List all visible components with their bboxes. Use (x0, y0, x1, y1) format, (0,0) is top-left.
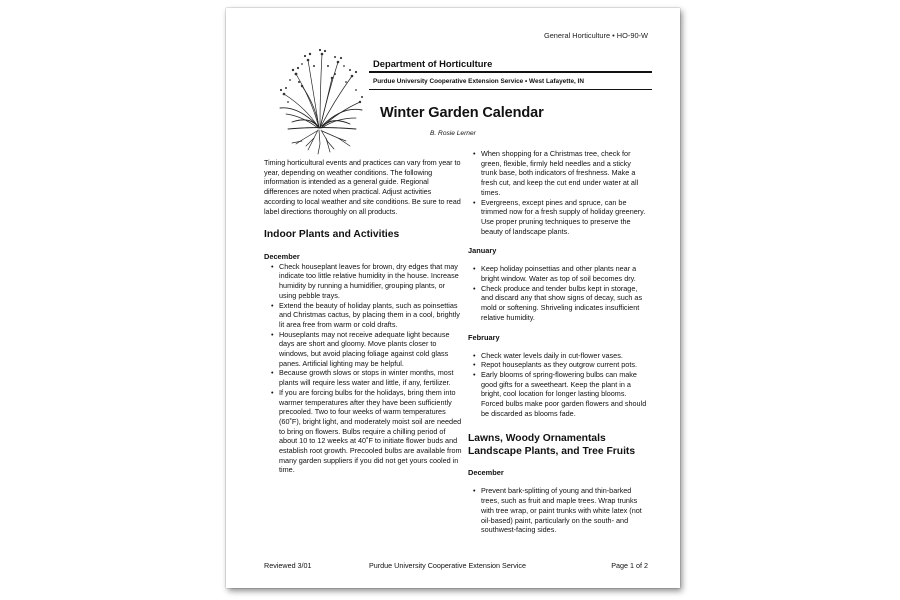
section-heading-lawns: Lawns, Woody Ornamentals Landscape Plants, and Tree Fruits (468, 433, 636, 457)
list-item: • Check water levels daily in cut-flower vases. (468, 351, 648, 361)
list-item: • Houseplants may not receive adequate light because days are short and gloomy. Move plants closer to windows, but avoid placing foliage against cold glass panes. Artificial lighting may be helpful. (264, 330, 462, 369)
list-item: • Repot houseplants as they outgrow current pots. (468, 360, 648, 370)
month-heading-january: January (468, 246, 497, 256)
list-item: • Evergreens, except pines and spruce, can be trimmed now for a fresh supply of holiday greenery. Use proper pruning techniques to preserve the beauty of landscape plants. (468, 198, 648, 237)
left-column (264, 158, 462, 475)
header-rule (369, 71, 652, 73)
list-item: • Check produce and tender bulbs kept in storage, and discard any that show signs of decay, such as mold or softening. Shriveling indicates insufficient relative humidity. (468, 284, 648, 323)
document-page (226, 8, 680, 588)
month-heading-february: February (468, 332, 500, 342)
month-heading-december: December (264, 251, 300, 261)
plant-illustration-icon (272, 46, 368, 156)
header-rule-thin (369, 89, 652, 90)
december-indoor-list-continued (468, 149, 648, 236)
january-list (468, 264, 648, 322)
month-heading-december: December (468, 468, 504, 478)
reviewed-date: Reviewed 3/01 (264, 561, 312, 570)
list-item: • When shopping for a Christmas tree, check for green, flexible, firmly held needles and a sticky trunk base, both indicators of freshness. Make a fresh cut, and keep the cut end under water at all times. (468, 149, 648, 198)
list-item: • Because growth slows or stops in winter months, most plants will require less water and little, if any, fertilizer. (264, 368, 462, 387)
publication-code: General Horticulture • HO-90-W (543, 31, 648, 40)
list-item: • Extend the beauty of holiday plants, such as poinsettias and Christmas cactus, by placing them in a cool, brightly lit area free from warm or cold drafts. (264, 301, 462, 330)
section-heading-indoor: Indoor Plants and Activities (264, 229, 400, 241)
december-indoor-list (264, 262, 462, 475)
footer-org: Purdue University Cooperative Extension Service (369, 561, 527, 570)
department-name: Department of Horticulture (373, 58, 493, 69)
december-lawns-list (468, 486, 648, 535)
list-item: • Early blooms of spring-flowering bulbs can make good gifts for a sweetheart. Keep the plant in a bright, cool location for longer lasting blooms. Forced bulbs make poor garden flowers and should be discarded as blooms fade. (468, 370, 648, 419)
list-item: • Keep holiday poinsettias and other plants near a bright window. Water as top of soil becomes dry. (468, 264, 648, 283)
february-list (468, 351, 648, 419)
extension-service-line: Purdue University Cooperative Extension Service • West Lafayette, IN (373, 78, 584, 85)
document-title: Winter Garden Calendar (380, 105, 544, 121)
right-column (468, 149, 648, 535)
intro-paragraph: Timing horticultural events and practices can vary from year to year, depending on weather conditions. The following information is intended as a general guide. Regional differences are noted when practical. Adjust activities according to local weather and site conditions. Be sure to read label directions thoroughly on all products. (264, 158, 461, 216)
page-number: Page 1 of 2 (611, 561, 648, 570)
author: B. Rosie Lerner (430, 130, 476, 137)
list-item: • Check houseplant leaves for brown, dry edges that may indicate too little relative humidity in the house. Increase humidity by running a humidifier, grouping plants, or using pebble trays. (264, 262, 462, 301)
list-item: • If you are forcing bulbs for the holidays, bring them into warmer temperatures after they have been sufficiently precooled. Two to four weeks of warm temperatures (60˚F), bright light, and moderately moist soil are needed to bring on flowers. Bulbs require a chilling period of about 10 to 12 weeks at 40˚F to initiate flower buds and establish root growth. Precooled bulbs are available from many garden suppliers if you did not get yours cooled in time. (264, 388, 462, 475)
list-item: • Prevent bark-splitting of young and thin-barked trees, such as fruit and maple trees. Wrap trunks with tree wrap, or paint trunks with white latex (not oil-based) paint, particularly on the south- and southwest-facing sides. (468, 486, 648, 535)
